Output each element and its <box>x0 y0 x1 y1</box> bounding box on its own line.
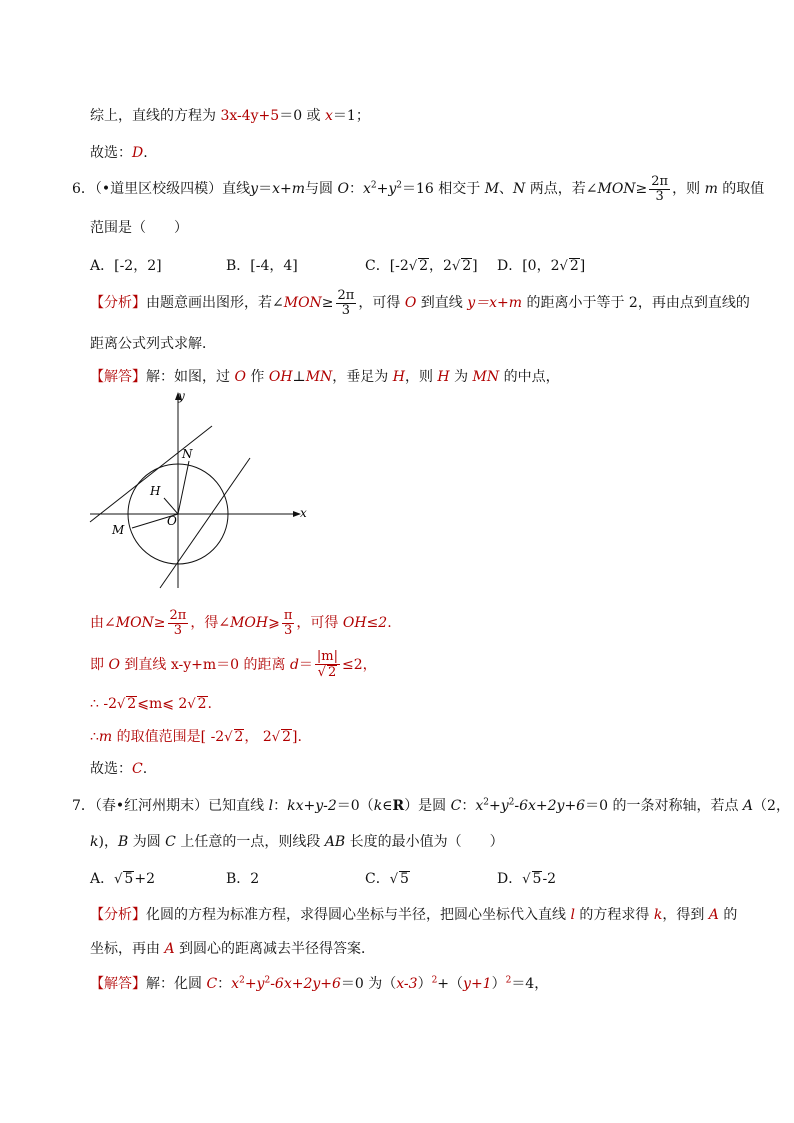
solution-line1 <box>90 367 560 387</box>
text: ，2 <box>429 258 452 274</box>
option-b <box>226 256 298 276</box>
text: ⩽m⩽ 2 <box>137 696 188 712</box>
text: ，得∠ <box>190 615 231 631</box>
text: ： <box>217 976 232 992</box>
text: 的取值 <box>717 181 765 197</box>
var: MON <box>283 295 322 311</box>
answer-letter: D <box>132 145 144 161</box>
text: ，则 <box>672 181 705 197</box>
text: 的 <box>718 907 738 923</box>
var: y+1 <box>463 976 492 992</box>
text: 为 <box>449 369 473 385</box>
segment-oh <box>164 498 178 514</box>
question-number: 7．（春•红河州期末）已知直线 <box>72 798 269 814</box>
text: 范围是（ ） <box>90 220 188 236</box>
text: ]. <box>292 729 302 745</box>
label-n: N <box>182 447 193 461</box>
var: O <box>337 181 349 197</box>
superscript: 2 <box>508 797 515 808</box>
step-line-3 <box>90 694 212 715</box>
option-label: B．[-4，4] <box>226 258 298 274</box>
text: 综上，直线的方程为 <box>90 108 221 124</box>
var: MON <box>597 181 636 197</box>
question-number: 6．（•道里区校级四模）直线 <box>72 181 251 197</box>
superscript: 2 <box>483 797 489 808</box>
text: ， 2 <box>244 729 272 745</box>
text: +（ <box>437 976 464 992</box>
step-line-4 <box>90 727 302 748</box>
answer-line-5 <box>90 143 148 163</box>
question-6-line1 <box>72 174 764 204</box>
text: 上任意的一点，则线段 <box>175 834 325 850</box>
text: 距离公式列式求解． <box>90 336 216 352</box>
var: y <box>388 181 397 197</box>
text: 的取值范围是[ -2 <box>112 729 225 745</box>
text: ，垂足为 <box>332 369 393 385</box>
text: ] <box>472 258 478 274</box>
text: 由∠ <box>90 615 116 631</box>
text: ＝0 的距离 <box>216 657 290 673</box>
text: ） <box>417 976 432 992</box>
text: 化圆的方程为标准方程，求得圆心坐标与半径，把圆心坐标代入直线 <box>146 907 571 923</box>
text: 到直线 <box>119 657 171 673</box>
text: 到圆心的距离减去半径得答案． <box>174 941 376 957</box>
numerator: 2π <box>169 607 187 623</box>
text: 解：化圆 <box>146 976 207 992</box>
equation: 3x-4y+5 <box>220 108 280 124</box>
var: A <box>708 907 719 923</box>
var: OH <box>268 369 293 385</box>
radical-sign: √ <box>117 697 126 712</box>
text: 的方程求得 <box>574 907 654 923</box>
numerator: 2π <box>337 287 355 303</box>
text: ，则 <box>404 369 438 385</box>
var: y <box>250 181 259 197</box>
text: 故选： <box>90 145 132 161</box>
text: -2 <box>542 871 557 887</box>
var: l <box>570 907 575 923</box>
text: ＝1； <box>332 108 370 124</box>
text: ） <box>491 976 506 992</box>
superscript: 2 <box>396 180 402 191</box>
denominator: 3 <box>173 622 183 638</box>
text: ＝ <box>298 657 313 673</box>
var: B <box>117 834 129 850</box>
var: C <box>206 976 218 992</box>
equation: kx+y-2 <box>287 798 337 814</box>
text: ≥ <box>635 181 648 197</box>
var: x-3 <box>396 976 418 992</box>
var: OH≤2 <box>342 615 388 631</box>
text: 解：如图，过 <box>146 369 235 385</box>
option-label: A． <box>90 871 115 887</box>
question-7-line1 <box>72 796 790 816</box>
text: ⊥ <box>292 369 306 385</box>
text: （2， <box>753 798 790 814</box>
equation: y＝x+m <box>467 295 523 311</box>
text: . <box>142 761 148 777</box>
var: A <box>164 941 175 957</box>
question-6-line2 <box>90 218 188 238</box>
text: 坐标，再由 <box>90 941 165 957</box>
option-b <box>226 869 259 889</box>
text: ＝ <box>258 181 273 197</box>
text: ＝16 相交于 <box>401 181 485 197</box>
text: ： <box>273 798 288 814</box>
label-y: y <box>178 389 185 403</box>
text: ＝0 的一条对称轴，若点 <box>585 798 743 814</box>
var: k <box>373 798 383 814</box>
fraction <box>168 609 189 638</box>
option-a <box>90 256 162 276</box>
var: +y <box>244 976 265 992</box>
label-h: H <box>150 484 161 498</box>
superscript: 2 <box>505 975 512 986</box>
radical-sign: √ <box>271 730 281 745</box>
text: ）是圆 <box>404 798 451 814</box>
text: + <box>280 181 292 197</box>
step-line-1 <box>90 608 392 638</box>
text: ⩾ <box>268 615 280 631</box>
radicand: 2 <box>419 258 429 274</box>
text: . <box>207 696 212 712</box>
text: ＝4， <box>511 976 549 992</box>
step-line-2 <box>90 650 377 680</box>
text: ＝0（ <box>336 798 374 814</box>
text: ＝0 为（ <box>340 976 397 992</box>
radicand: 5 <box>532 871 542 887</box>
radicand: 2 <box>127 696 137 712</box>
var: AB <box>324 834 346 850</box>
var: x <box>362 181 371 197</box>
radical-sign: √ <box>114 872 123 887</box>
text: ∴ <box>90 729 99 745</box>
radical-sign: √ <box>317 665 326 680</box>
option-a <box>90 869 155 890</box>
text: ，得到 <box>662 907 709 923</box>
segment-on <box>178 461 189 514</box>
var: O <box>404 295 417 311</box>
var: C <box>165 834 176 850</box>
solution-tag: 【解答】 <box>90 369 146 385</box>
option-c <box>365 256 478 277</box>
text: )， <box>98 834 118 850</box>
question-7-line2 <box>90 832 504 852</box>
equation: x-y+m <box>170 657 217 673</box>
radicand: 2 <box>462 258 472 274</box>
denominator <box>315 665 340 680</box>
analysis-tag: 【分析】 <box>90 907 146 923</box>
geometry-figure <box>88 388 318 593</box>
numerator: 2π <box>651 173 669 189</box>
var: k <box>90 834 99 850</box>
text: 的中点， <box>499 369 560 385</box>
radical-sign: √ <box>224 730 233 745</box>
var: m <box>704 181 718 197</box>
var: A <box>742 798 754 814</box>
radical-sign: √ <box>187 697 196 712</box>
text: + <box>376 181 389 197</box>
var: O <box>234 369 246 385</box>
solution-tag: 【解答】 <box>90 976 146 992</box>
var: -6x+2y+6 <box>270 976 341 992</box>
var: m <box>291 181 306 197</box>
line-mn <box>90 426 212 522</box>
analysis-7-line2 <box>90 939 375 959</box>
radicand: 5 <box>124 871 134 887</box>
var: H <box>392 369 405 385</box>
text: +2 <box>134 871 155 887</box>
denominator: 3 <box>655 188 664 204</box>
set-r: R <box>392 798 405 814</box>
radical-sign: √ <box>389 872 399 887</box>
answer-letter: C <box>132 761 143 777</box>
radical-sign: √ <box>408 259 418 274</box>
text: . <box>387 615 392 631</box>
fraction <box>315 650 340 680</box>
analysis-line2 <box>90 334 216 354</box>
label-m: M <box>112 523 125 537</box>
denominator: 3 <box>283 622 293 638</box>
denominator: 3 <box>341 302 351 318</box>
var: x <box>231 976 240 992</box>
text: ，可得 <box>358 295 405 311</box>
var: C <box>450 798 462 814</box>
text: 、 <box>499 181 514 197</box>
text: ≥ <box>321 295 334 311</box>
var: M <box>484 181 500 197</box>
text: ，可得 <box>296 615 343 631</box>
option-label: A．[-2，2] <box>90 258 162 274</box>
var: H <box>437 369 450 385</box>
text: ∈ <box>382 798 393 814</box>
text: 长度的最小值为（ ） <box>345 834 504 850</box>
radical-sign: √ <box>522 872 531 887</box>
radical-sign: √ <box>559 259 568 274</box>
text: ∴ -2 <box>90 696 117 712</box>
label-o: O <box>167 514 177 528</box>
analysis-tag: 【分析】 <box>90 295 146 311</box>
option-c <box>365 869 410 890</box>
var: +y <box>489 798 509 814</box>
conclusion-line <box>90 106 370 126</box>
analysis-line1 <box>90 288 750 318</box>
text: 作 <box>245 369 269 385</box>
var: N <box>513 181 526 197</box>
superscript: 2 <box>239 975 245 986</box>
text: 与圆 <box>305 181 338 197</box>
superscript: 2 <box>264 975 271 986</box>
text: ： <box>461 798 476 814</box>
var: MN <box>305 369 333 385</box>
text: 由题意画出图形，若∠ <box>146 295 284 311</box>
text: 两点，若∠ <box>525 181 598 197</box>
radicand: 5 <box>400 871 409 887</box>
var: x <box>475 798 484 814</box>
text: ＝0 或 <box>279 108 326 124</box>
radicand: 2 <box>569 258 579 274</box>
text: ≤2， <box>342 657 377 673</box>
numerator: π <box>283 607 293 623</box>
text: 到直线 <box>416 295 468 311</box>
option-label: C． <box>365 871 390 887</box>
var: MOH <box>230 615 269 631</box>
var-x: x <box>325 108 333 124</box>
text: ] <box>579 258 586 274</box>
var: k <box>653 907 663 923</box>
text: 故选： <box>90 761 132 777</box>
option-label: D． <box>497 871 523 887</box>
label-x: x <box>300 506 307 520</box>
text: ： <box>348 181 363 197</box>
option-label: C．[-2 <box>365 258 409 274</box>
analysis-7-line1 <box>90 905 737 925</box>
answer-line-6 <box>90 759 147 779</box>
numerator: |m| <box>316 649 339 664</box>
fraction <box>649 175 670 204</box>
radicand: 2 <box>234 729 244 745</box>
option-label: B．2 <box>226 871 260 887</box>
fraction <box>336 289 357 318</box>
superscript: 2 <box>370 180 377 191</box>
text: 即 <box>90 657 109 673</box>
radicand: 2 <box>282 729 291 745</box>
var: m <box>98 729 113 745</box>
var: d <box>289 657 299 673</box>
radicand: 2 <box>197 696 207 712</box>
text: 为圆 <box>128 834 166 850</box>
var: -6x+2y+6 <box>514 798 586 814</box>
fraction <box>282 609 295 638</box>
var: l <box>268 798 274 814</box>
option-label: D．[0，2 <box>497 258 560 274</box>
text: 的距离小于等于 2，再由点到直线的 <box>522 295 750 311</box>
option-d <box>497 869 556 890</box>
radical-sign: √ <box>451 259 461 274</box>
radicand: 2 <box>327 665 337 680</box>
var: x <box>272 181 280 197</box>
option-d <box>497 256 585 277</box>
text: . <box>143 145 148 161</box>
var: O <box>108 657 120 673</box>
text: ≥ <box>153 615 166 631</box>
var: MON <box>115 615 154 631</box>
superscript: 2 <box>431 975 438 986</box>
var: MN <box>472 369 500 385</box>
solution-7-line1 <box>90 974 548 994</box>
